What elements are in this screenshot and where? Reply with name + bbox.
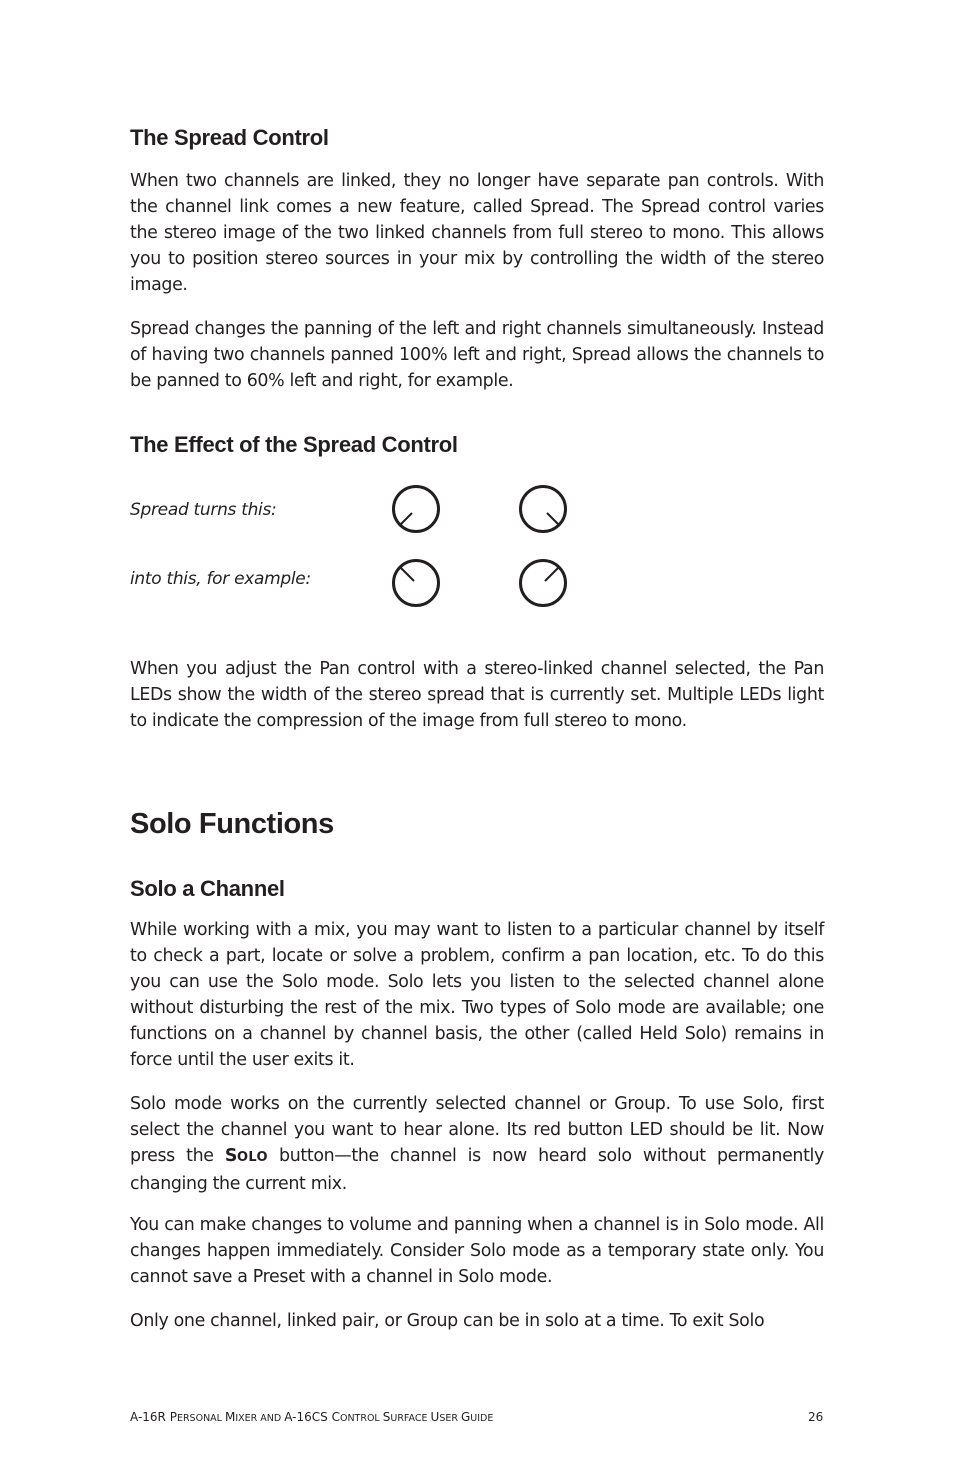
solo-button-name: SOLO — [224, 1146, 268, 1166]
caption-spread-turns-this: Spread turns this: — [130, 500, 277, 520]
paragraph-solo-intro: While working with a mix, you may want to listen to a particular channel by itself to check a part, locate or solve a problem, confirm a pan location, etc. To do this you can use the Solo mode. Solo lets you listen to the selected channel alone without disturbing the rest of the mix. Two types of Solo mode are available; one functions on a channel by channel basis, the other (called Held Solo) remains in force until the user exits it. — [130, 920, 824, 1070]
paragraph-pan-leds: When you adjust the Pan control with a stereo-linked channel selected, the Pan LEDs show the width of the stereo spread that is currently set. Multiple LEDs light to indicate the compression of the image from full stereo to mono. — [130, 659, 824, 731]
section-heading-spread-control: The Spread Control — [130, 125, 329, 150]
solo-usage-text-start: Solo mode works on the currently selected channel or Group. To use Solo, first select the channel you want to hear alone. Its red button LED should be lit. Now press the — [130, 1094, 824, 1166]
paragraph-solo-exit: Only one channel, linked pair, or Group can be in solo at a time. To exit Solo — [130, 1311, 765, 1331]
pan-knob-left-full-icon — [391, 484, 441, 534]
paragraph-spread-intro: When two channels are linked, they no longer have separate pan controls. With the channel link comes a new feature, called Spread. The Spread control varies the stereo image of the two linked channels from full stereo to mono. This allows you to position stereo sources in your mix by controlling the width of the stereo image. — [130, 171, 824, 295]
pan-knob-left-spread-icon — [391, 558, 441, 608]
caption-into-this: into this, for example: — [130, 569, 311, 589]
pan-knob-right-spread-icon — [518, 558, 568, 608]
solo-usage-text-end: button—the channel is now heard solo without permanently changing the current mix. — [130, 1146, 824, 1194]
footer-page-number: 26 — [808, 1410, 824, 1424]
paragraph-solo-usage — [130, 1091, 824, 1197]
footer-guide-title: A-16R PERSONAL MIXER AND A-16CS CONTROL SURFACE USER GUIDE — [130, 1410, 494, 1424]
section-heading-solo-channel: Solo a Channel — [130, 876, 285, 901]
chapter-title-solo-functions: Solo Functions — [130, 808, 334, 840]
pan-knob-right-full-icon — [518, 484, 568, 534]
section-heading-spread-effect: The Effect of the Spread Control — [130, 432, 458, 457]
paragraph-solo-changes: You can make changes to volume and panning when a channel is in Solo mode. All changes happen immediately. Consider Solo mode as a temporary state only. You cannot save a Preset with a channel in Solo mode. — [130, 1215, 824, 1287]
paragraph-spread-panning: Spread changes the panning of the left and right channels simultaneously. Instead of having two channels panned 100% left and right, Spread allows the channels to be panned to 60% left and right, for example. — [130, 319, 824, 391]
